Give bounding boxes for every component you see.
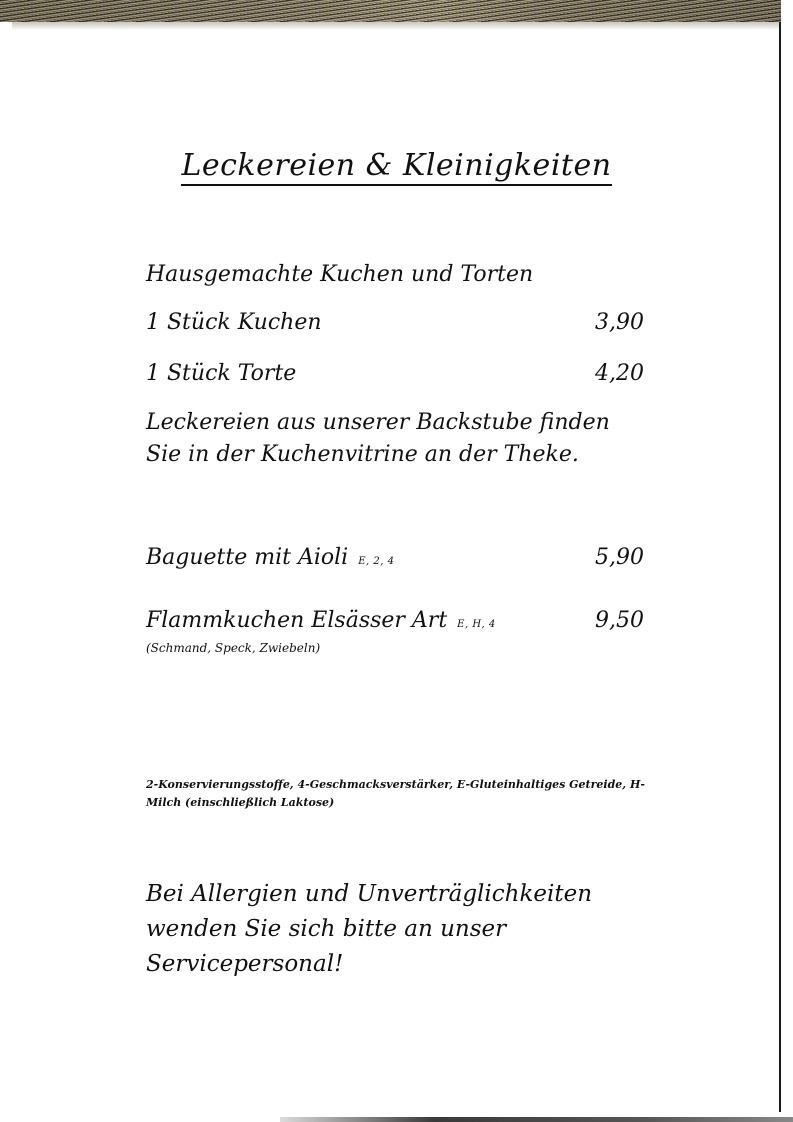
item-price: 5,90 — [595, 545, 644, 570]
scan-background-bottom — [280, 1117, 793, 1122]
item-name-group — [146, 545, 394, 570]
item-name-group — [146, 608, 496, 633]
item-name: 1 Stück Kuchen — [146, 310, 322, 335]
page-top-shadow — [12, 22, 780, 30]
allergen-legend: 2-Konservierungsstoffe, 4-Geschmacksverstärker, E-Gluteinhaltiges Getreide, H-Milch (einschließlich Laktose) — [146, 778, 645, 809]
menu-item-flammkuchen — [146, 608, 644, 633]
menu-item-baguette — [146, 545, 644, 570]
menu-item-torte — [146, 361, 644, 386]
item-name: Flammkuchen Elsässer Art — [146, 608, 448, 633]
item-name: 1 Stück Torte — [146, 361, 297, 386]
item-name: Baguette mit Aioli — [146, 545, 349, 570]
item-price: 4,20 — [595, 361, 644, 386]
page-title-text: Leckereien & Kleinigkeiten — [181, 148, 611, 186]
section-heading-cakes: Hausgemachte Kuchen und Torten — [146, 262, 534, 287]
scan-background-strip — [0, 0, 793, 22]
item-price: 3,90 — [595, 310, 644, 335]
bakery-note: Leckereien aus unserer Backstube finden Sie in der Kuchenvitrine an der Theke. — [146, 410, 610, 467]
menu-item-kuchen — [146, 310, 644, 335]
item-allergens: E, 2, 4 — [358, 556, 395, 567]
page-title — [0, 148, 793, 183]
item-price: 9,50 — [595, 608, 644, 633]
item-description: (Schmand, Speck, Zwiebeln) — [146, 641, 321, 655]
allergy-notice: Bei Allergien und Unverträglichkeiten wenden Sie sich bitte an unser Servicepersonal! — [146, 881, 593, 977]
item-allergens: E, H, 4 — [457, 619, 496, 630]
